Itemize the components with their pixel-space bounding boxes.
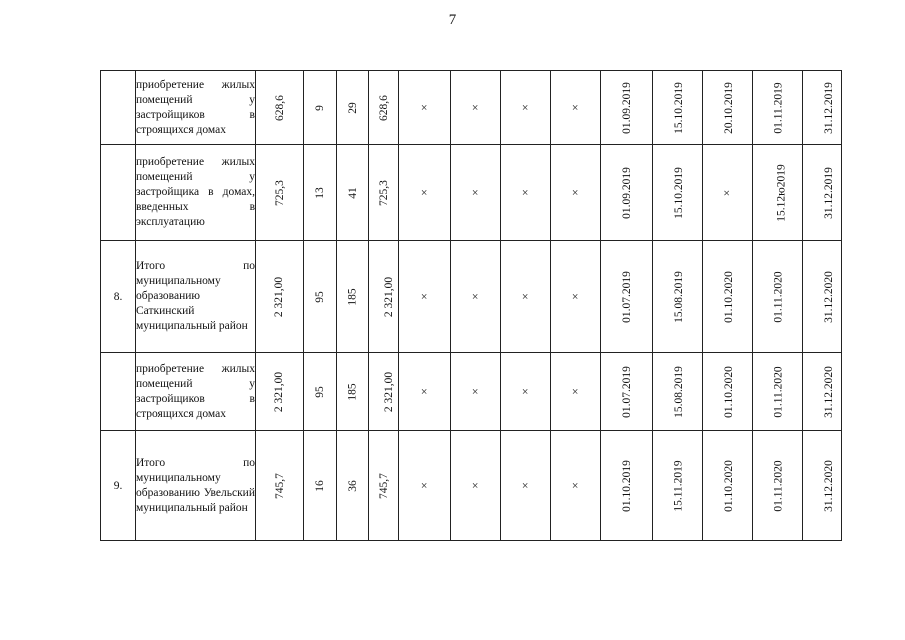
cell-value: × bbox=[417, 104, 431, 111]
cell-c1 bbox=[256, 71, 304, 145]
cell-value: 15.10.2019 bbox=[672, 81, 685, 134]
row-number: 8. bbox=[101, 241, 136, 353]
row-description: приобретение жилых помещений у застройщиков в строящихся домах bbox=[136, 353, 256, 431]
cell-value: 01.10.2020 bbox=[722, 270, 735, 323]
cell-d3 bbox=[703, 431, 753, 541]
cell-value: × bbox=[518, 104, 532, 111]
cell-value: 31.12.2019 bbox=[822, 166, 835, 219]
cell-value: 31.12.2019 bbox=[822, 81, 835, 134]
cell-c4 bbox=[369, 241, 399, 353]
cell-c2 bbox=[304, 71, 337, 145]
cell-value: 628,6 bbox=[273, 94, 286, 121]
cell-d3 bbox=[703, 353, 753, 431]
cell-value: 2 321,00 bbox=[273, 276, 286, 317]
cell-value: × bbox=[417, 293, 431, 300]
cell-c3 bbox=[337, 241, 369, 353]
cell-c1 bbox=[256, 353, 304, 431]
cell-d3 bbox=[703, 71, 753, 145]
cell-value: × bbox=[568, 293, 582, 300]
cell-value: × bbox=[518, 189, 532, 196]
cell-d1 bbox=[601, 353, 653, 431]
cell-value: 20.10.2019 bbox=[722, 81, 735, 134]
cell-value: 01.11.2020 bbox=[772, 365, 785, 418]
cell-x1 bbox=[399, 145, 451, 241]
cell-value: 15.10.2019 bbox=[672, 166, 685, 219]
cell-c1 bbox=[256, 431, 304, 541]
cell-x2 bbox=[451, 431, 501, 541]
cell-value: 745,7 bbox=[377, 472, 390, 499]
cell-x2 bbox=[451, 145, 501, 241]
cell-value: 2 321,00 bbox=[383, 276, 396, 317]
cell-value: × bbox=[721, 189, 734, 196]
cell-x1 bbox=[399, 431, 451, 541]
row-description: Итого по муниципальному образованию Саткинский муниципальный район bbox=[136, 241, 256, 353]
cell-d2 bbox=[653, 241, 703, 353]
row-number bbox=[101, 71, 136, 145]
cell-value: 15.08.2019 bbox=[672, 365, 685, 418]
cell-value: 725,3 bbox=[377, 179, 390, 206]
cell-d4 bbox=[753, 145, 803, 241]
cell-value: × bbox=[568, 104, 582, 111]
row-description: Итого по муниципальному образованию Увельский муниципальный район bbox=[136, 431, 256, 541]
cell-value: × bbox=[417, 388, 431, 395]
cell-value: × bbox=[518, 293, 532, 300]
cell-value: 41 bbox=[346, 186, 359, 199]
cell-value: 01.10.2020 bbox=[722, 365, 735, 418]
cell-value: 185 bbox=[346, 382, 359, 401]
cell-c4 bbox=[369, 431, 399, 541]
cell-x4 bbox=[551, 431, 601, 541]
cell-d4 bbox=[753, 431, 803, 541]
cell-value: × bbox=[468, 293, 482, 300]
cell-value: × bbox=[417, 482, 431, 489]
cell-c4 bbox=[369, 353, 399, 431]
cell-value: 31.12.2020 bbox=[822, 459, 835, 512]
cell-value: × bbox=[417, 189, 431, 196]
cell-x3 bbox=[501, 241, 551, 353]
cell-value: × bbox=[468, 189, 482, 196]
cell-x3 bbox=[501, 145, 551, 241]
cell-d2 bbox=[653, 71, 703, 145]
cell-d5 bbox=[803, 241, 842, 353]
cell-value: 31.12.2020 bbox=[822, 270, 835, 323]
cell-x4 bbox=[551, 241, 601, 353]
cell-d2 bbox=[653, 353, 703, 431]
cell-d2 bbox=[653, 431, 703, 541]
cell-x2 bbox=[451, 71, 501, 145]
cell-c3 bbox=[337, 145, 369, 241]
cell-d3 bbox=[703, 241, 753, 353]
row-description: приобретение жилых помещений у застройщика в домах, введенных в эксплуатацию bbox=[136, 145, 256, 241]
cell-value: × bbox=[568, 189, 582, 196]
cell-value: 95 bbox=[314, 385, 326, 398]
row-number bbox=[101, 145, 136, 241]
table-row bbox=[101, 71, 842, 145]
cell-c2 bbox=[304, 431, 337, 541]
table-row bbox=[101, 145, 842, 241]
table-row bbox=[101, 241, 842, 353]
cell-value: 36 bbox=[346, 479, 359, 492]
cell-value: 01.11.2020 bbox=[772, 270, 785, 323]
cell-d5 bbox=[803, 353, 842, 431]
row-number bbox=[101, 353, 136, 431]
cell-value: 16 bbox=[314, 479, 326, 492]
cell-d1 bbox=[601, 431, 653, 541]
cell-c1 bbox=[256, 241, 304, 353]
cell-value: 2 321,00 bbox=[383, 371, 396, 412]
cell-c4 bbox=[369, 71, 399, 145]
program-table bbox=[100, 70, 842, 541]
cell-value: 29 bbox=[346, 101, 359, 114]
cell-x2 bbox=[451, 353, 501, 431]
cell-value: 01.09.2019 bbox=[620, 81, 633, 134]
cell-d3 bbox=[703, 145, 753, 241]
cell-d1 bbox=[601, 71, 653, 145]
cell-value: 01.11.2019 bbox=[772, 81, 785, 134]
page-number: 7 bbox=[448, 12, 457, 28]
cell-value: 01.07.2019 bbox=[620, 365, 633, 418]
cell-value: 31.12.2020 bbox=[822, 365, 835, 418]
cell-x4 bbox=[551, 145, 601, 241]
cell-value: 725,3 bbox=[273, 179, 286, 206]
cell-value: × bbox=[468, 388, 482, 395]
cell-c1 bbox=[256, 145, 304, 241]
cell-value: 01.09.2019 bbox=[620, 166, 633, 219]
cell-value: 9 bbox=[314, 104, 326, 111]
cell-value: × bbox=[568, 388, 582, 395]
cell-x3 bbox=[501, 353, 551, 431]
cell-d5 bbox=[803, 71, 842, 145]
cell-d4 bbox=[753, 353, 803, 431]
cell-value: 01.10.2019 bbox=[620, 459, 633, 512]
cell-d2 bbox=[653, 145, 703, 241]
cell-value: × bbox=[568, 482, 582, 489]
cell-x4 bbox=[551, 353, 601, 431]
cell-d5 bbox=[803, 145, 842, 241]
cell-value: 95 bbox=[314, 290, 326, 303]
cell-d4 bbox=[753, 241, 803, 353]
table-row bbox=[101, 431, 842, 541]
cell-x1 bbox=[399, 241, 451, 353]
cell-value: 628,6 bbox=[377, 94, 390, 121]
row-description: приобретение жилых помещений у застройщиков в строящихся домах bbox=[136, 71, 256, 145]
cell-c4 bbox=[369, 145, 399, 241]
cell-x1 bbox=[399, 71, 451, 145]
cell-x3 bbox=[501, 71, 551, 145]
cell-value: 15.12ю2019 bbox=[775, 163, 788, 222]
cell-x3 bbox=[501, 431, 551, 541]
cell-value: 745,7 bbox=[273, 472, 286, 499]
cell-c3 bbox=[337, 431, 369, 541]
cell-value: 13 bbox=[314, 186, 326, 199]
cell-value: × bbox=[468, 104, 482, 111]
row-number: 9. bbox=[101, 431, 136, 541]
cell-value: 2 321,00 bbox=[273, 371, 286, 412]
cell-x1 bbox=[399, 353, 451, 431]
cell-value: × bbox=[468, 482, 482, 489]
cell-value: 01.07.2019 bbox=[620, 270, 633, 323]
cell-d1 bbox=[601, 241, 653, 353]
cell-value: 15.08.2019 bbox=[672, 270, 685, 323]
cell-c2 bbox=[304, 241, 337, 353]
cell-x4 bbox=[551, 71, 601, 145]
cell-value: × bbox=[518, 482, 532, 489]
cell-value: 185 bbox=[346, 287, 359, 306]
cell-c3 bbox=[337, 353, 369, 431]
cell-value: 01.11.2020 bbox=[772, 459, 785, 512]
cell-value: 01.10.2020 bbox=[722, 459, 735, 512]
cell-c2 bbox=[304, 145, 337, 241]
cell-x2 bbox=[451, 241, 501, 353]
cell-d1 bbox=[601, 145, 653, 241]
cell-c2 bbox=[304, 353, 337, 431]
cell-value: × bbox=[518, 388, 532, 395]
cell-value: 15.11.2019 bbox=[672, 459, 685, 512]
cell-d4 bbox=[753, 71, 803, 145]
cell-d5 bbox=[803, 431, 842, 541]
cell-c3 bbox=[337, 71, 369, 145]
table-row bbox=[101, 353, 842, 431]
